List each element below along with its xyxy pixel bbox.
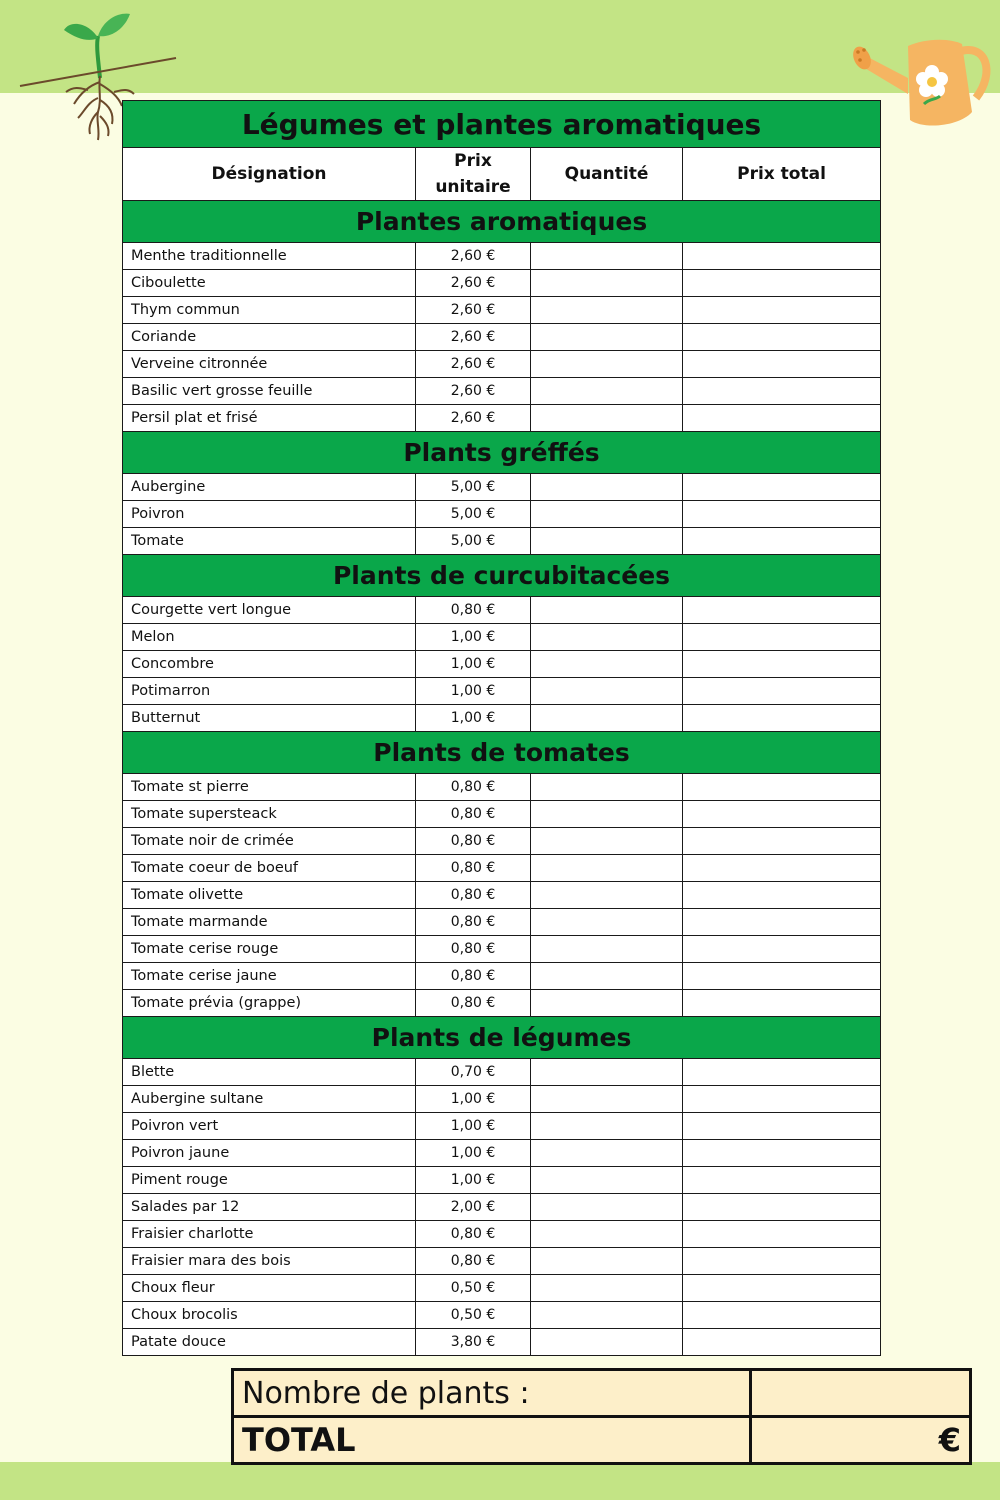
table-row [123, 909, 881, 936]
item-quantity-cell[interactable] [531, 270, 683, 297]
section-title: Plants de tomates [123, 732, 881, 774]
item-unit-price: 2,60 € [416, 297, 531, 324]
item-total-cell[interactable] [683, 1059, 881, 1086]
item-quantity-cell[interactable] [531, 801, 683, 828]
table-row [123, 351, 881, 378]
item-quantity-cell[interactable] [531, 1248, 683, 1275]
item-name: Fraisier charlotte [123, 1221, 416, 1248]
summary-table [231, 1368, 972, 1465]
item-name: Ciboulette [123, 270, 416, 297]
item-name: Fraisier mara des bois [123, 1248, 416, 1275]
price-sheet [122, 100, 880, 1356]
sheet-title: Légumes et plantes aromatiques [123, 101, 881, 148]
item-name: Aubergine sultane [123, 1086, 416, 1113]
item-name: Courgette vert longue [123, 597, 416, 624]
item-name: Tomate cerise jaune [123, 963, 416, 990]
item-unit-price: 2,60 € [416, 351, 531, 378]
table-row [123, 774, 881, 801]
item-total-cell[interactable] [683, 1302, 881, 1329]
item-unit-price: 0,80 € [416, 936, 531, 963]
header-unit-price [416, 148, 531, 201]
item-total-cell[interactable] [683, 855, 881, 882]
item-unit-price: 0,80 € [416, 882, 531, 909]
table-row [123, 378, 881, 405]
table-row [123, 270, 881, 297]
item-name: Melon [123, 624, 416, 651]
item-quantity-cell[interactable] [531, 624, 683, 651]
header-unit-price-line1: Prix [454, 151, 492, 171]
item-total-cell[interactable] [683, 270, 881, 297]
item-unit-price: 5,00 € [416, 501, 531, 528]
item-total-cell[interactable] [683, 474, 881, 501]
table-row [123, 324, 881, 351]
item-unit-price: 0,80 € [416, 855, 531, 882]
item-unit-price: 0,70 € [416, 1059, 531, 1086]
item-total-cell[interactable] [683, 801, 881, 828]
item-name: Verveine citronnée [123, 351, 416, 378]
item-name: Tomate supersteack [123, 801, 416, 828]
item-quantity-cell[interactable] [531, 501, 683, 528]
summary-box [231, 1368, 969, 1465]
item-name: Blette [123, 1059, 416, 1086]
item-quantity-cell[interactable] [531, 990, 683, 1017]
item-total-cell[interactable] [683, 990, 881, 1017]
section-title: Plants de légumes [123, 1017, 881, 1059]
table-row [123, 297, 881, 324]
item-unit-price: 1,00 € [416, 624, 531, 651]
table-row [123, 1194, 881, 1221]
item-quantity-cell[interactable] [531, 1140, 683, 1167]
item-unit-price: 0,80 € [416, 909, 531, 936]
item-quantity-cell[interactable] [531, 351, 683, 378]
item-quantity-cell[interactable] [531, 597, 683, 624]
plant-count-label: Nombre de plants : [233, 1370, 751, 1417]
item-total-cell[interactable] [683, 909, 881, 936]
item-unit-price: 0,80 € [416, 774, 531, 801]
total-label: TOTAL [233, 1417, 751, 1464]
item-total-cell[interactable] [683, 1113, 881, 1140]
plant-count-value[interactable] [751, 1370, 971, 1417]
item-name: Menthe traditionnelle [123, 243, 416, 270]
item-total-cell[interactable] [683, 324, 881, 351]
item-unit-price: 0,80 € [416, 597, 531, 624]
table-row [123, 828, 881, 855]
item-unit-price: 1,00 € [416, 1167, 531, 1194]
item-total-cell[interactable] [683, 1140, 881, 1167]
table-row [123, 474, 881, 501]
item-total-cell[interactable] [683, 597, 881, 624]
item-quantity-cell[interactable] [531, 1086, 683, 1113]
header-quantity: Quantité [531, 148, 683, 201]
item-name: Poivron jaune [123, 1140, 416, 1167]
item-name: Tomate noir de crimée [123, 828, 416, 855]
item-total-cell[interactable] [683, 378, 881, 405]
item-total-cell[interactable] [683, 1221, 881, 1248]
header-total-price: Prix total [683, 148, 881, 201]
item-name: Choux brocolis [123, 1302, 416, 1329]
item-unit-price: 2,60 € [416, 405, 531, 432]
total-value[interactable]: € [751, 1417, 971, 1464]
item-name: Aubergine [123, 474, 416, 501]
item-unit-price: 1,00 € [416, 705, 531, 732]
item-name: Potimarron [123, 678, 416, 705]
table-row [123, 1275, 881, 1302]
item-quantity-cell[interactable] [531, 963, 683, 990]
item-name: Butternut [123, 705, 416, 732]
item-unit-price: 2,60 € [416, 324, 531, 351]
section-title: Plants gréffés [123, 432, 881, 474]
item-unit-price: 0,50 € [416, 1302, 531, 1329]
item-unit-price: 0,80 € [416, 1248, 531, 1275]
item-unit-price: 5,00 € [416, 528, 531, 555]
table-row [123, 1329, 881, 1356]
item-name: Persil plat et frisé [123, 405, 416, 432]
table-row [123, 963, 881, 990]
item-name: Patate douce [123, 1329, 416, 1356]
price-table [122, 100, 881, 1356]
item-name: Basilic vert grosse feuille [123, 378, 416, 405]
item-quantity-cell[interactable] [531, 1221, 683, 1248]
item-name: Concombre [123, 651, 416, 678]
item-name: Poivron [123, 501, 416, 528]
item-name: Tomate marmande [123, 909, 416, 936]
table-row [123, 990, 881, 1017]
item-quantity-cell[interactable] [531, 324, 683, 351]
table-row [123, 243, 881, 270]
item-name: Tomate cerise rouge [123, 936, 416, 963]
item-total-cell[interactable] [683, 1194, 881, 1221]
item-total-cell[interactable] [683, 1329, 881, 1356]
item-unit-price: 1,00 € [416, 678, 531, 705]
item-quantity-cell[interactable] [531, 705, 683, 732]
item-total-cell[interactable] [683, 774, 881, 801]
item-unit-price: 0,80 € [416, 828, 531, 855]
item-total-cell[interactable] [683, 351, 881, 378]
table-row [123, 624, 881, 651]
table-row [123, 882, 881, 909]
item-total-cell[interactable] [683, 501, 881, 528]
item-total-cell[interactable] [683, 1275, 881, 1302]
item-quantity-cell[interactable] [531, 678, 683, 705]
item-name: Tomate prévia (grappe) [123, 990, 416, 1017]
table-row [123, 678, 881, 705]
item-unit-price: 0,80 € [416, 963, 531, 990]
table-row [123, 528, 881, 555]
bottom-band [0, 1462, 1000, 1500]
item-unit-price: 3,80 € [416, 1329, 531, 1356]
item-quantity-cell[interactable] [531, 855, 683, 882]
item-quantity-cell[interactable] [531, 474, 683, 501]
item-quantity-cell[interactable] [531, 828, 683, 855]
item-unit-price: 2,60 € [416, 378, 531, 405]
table-row [123, 1113, 881, 1140]
item-unit-price: 2,00 € [416, 1194, 531, 1221]
item-total-cell[interactable] [683, 651, 881, 678]
item-quantity-cell[interactable] [531, 405, 683, 432]
item-unit-price: 0,80 € [416, 1221, 531, 1248]
table-row [123, 1140, 881, 1167]
table-row [123, 1167, 881, 1194]
item-total-cell[interactable] [683, 624, 881, 651]
item-total-cell[interactable] [683, 882, 881, 909]
header-unit-price-line2: unitaire [435, 177, 511, 197]
item-quantity-cell[interactable] [531, 528, 683, 555]
item-quantity-cell[interactable] [531, 909, 683, 936]
table-row [123, 1059, 881, 1086]
table-row [123, 801, 881, 828]
item-quantity-cell[interactable] [531, 1302, 683, 1329]
item-unit-price: 1,00 € [416, 1113, 531, 1140]
table-row [123, 597, 881, 624]
table-row [123, 1302, 881, 1329]
item-name: Coriande [123, 324, 416, 351]
item-total-cell[interactable] [683, 528, 881, 555]
item-unit-price: 0,50 € [416, 1275, 531, 1302]
item-quantity-cell[interactable] [531, 1113, 683, 1140]
section-title: Plants de curcubitacées [123, 555, 881, 597]
item-quantity-cell[interactable] [531, 774, 683, 801]
table-row [123, 1221, 881, 1248]
item-total-cell[interactable] [683, 243, 881, 270]
item-quantity-cell[interactable] [531, 1059, 683, 1086]
table-row [123, 405, 881, 432]
table-row [123, 855, 881, 882]
item-name: Tomate olivette [123, 882, 416, 909]
item-quantity-cell[interactable] [531, 297, 683, 324]
item-quantity-cell[interactable] [531, 651, 683, 678]
item-unit-price: 0,80 € [416, 990, 531, 1017]
item-name: Tomate coeur de boeuf [123, 855, 416, 882]
item-unit-price: 2,60 € [416, 243, 531, 270]
table-row [123, 936, 881, 963]
item-unit-price: 1,00 € [416, 651, 531, 678]
table-row [123, 1086, 881, 1113]
item-name: Tomate [123, 528, 416, 555]
table-row [123, 651, 881, 678]
item-total-cell[interactable] [683, 705, 881, 732]
item-total-cell[interactable] [683, 1086, 881, 1113]
item-total-cell[interactable] [683, 936, 881, 963]
item-quantity-cell[interactable] [531, 243, 683, 270]
item-total-cell[interactable] [683, 1248, 881, 1275]
item-total-cell[interactable] [683, 963, 881, 990]
item-unit-price: 2,60 € [416, 270, 531, 297]
item-name: Piment rouge [123, 1167, 416, 1194]
item-name: Tomate st pierre [123, 774, 416, 801]
item-quantity-cell[interactable] [531, 1194, 683, 1221]
item-quantity-cell[interactable] [531, 378, 683, 405]
item-name: Thym commun [123, 297, 416, 324]
item-unit-price: 5,00 € [416, 474, 531, 501]
item-name: Choux fleur [123, 1275, 416, 1302]
item-quantity-cell[interactable] [531, 882, 683, 909]
item-unit-price: 0,80 € [416, 801, 531, 828]
item-total-cell[interactable] [683, 828, 881, 855]
item-quantity-cell[interactable] [531, 1329, 683, 1356]
item-unit-price: 1,00 € [416, 1140, 531, 1167]
item-quantity-cell[interactable] [531, 1275, 683, 1302]
item-name: Poivron vert [123, 1113, 416, 1140]
table-row [123, 705, 881, 732]
item-unit-price: 1,00 € [416, 1086, 531, 1113]
table-row [123, 501, 881, 528]
header-designation: Désignation [123, 148, 416, 201]
item-total-cell[interactable] [683, 405, 881, 432]
item-total-cell[interactable] [683, 678, 881, 705]
table-row [123, 1248, 881, 1275]
item-total-cell[interactable] [683, 297, 881, 324]
item-quantity-cell[interactable] [531, 936, 683, 963]
section-title: Plantes aromatiques [123, 201, 881, 243]
item-quantity-cell[interactable] [531, 1167, 683, 1194]
item-name: Salades par 12 [123, 1194, 416, 1221]
item-total-cell[interactable] [683, 1167, 881, 1194]
